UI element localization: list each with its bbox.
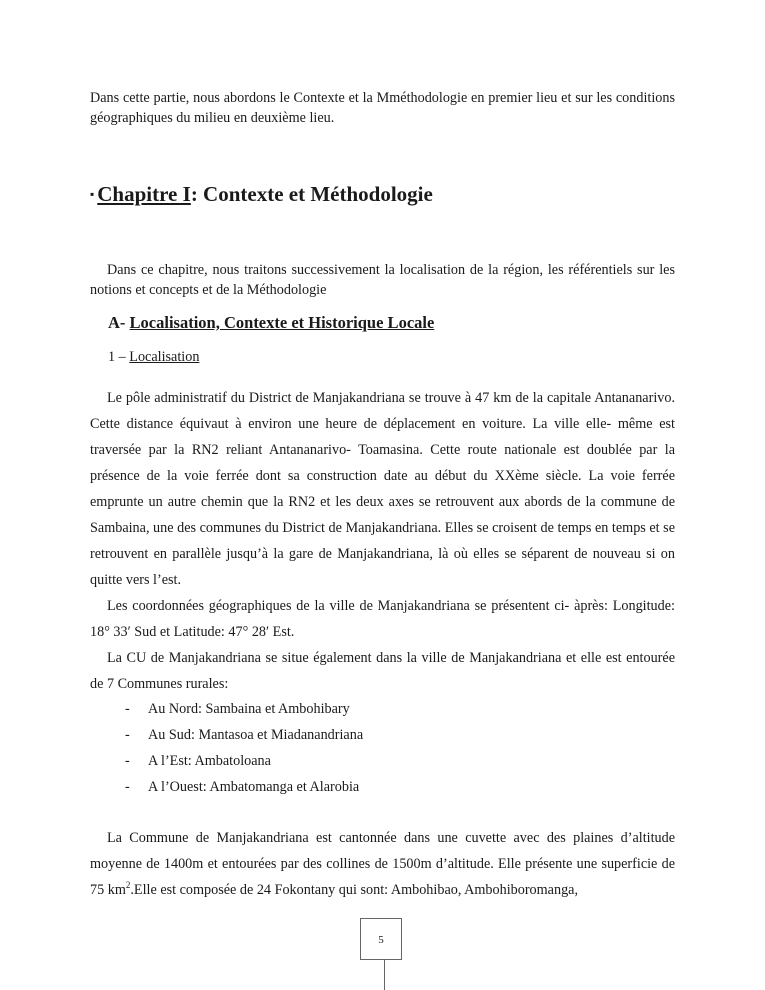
intro-paragraph: Dans cette partie, nous abordons le Contexte et la Mméthodologie en premier lieu et sur les conditions géographiques du milieu en deuxième lieu.: [90, 90, 675, 126]
page-number: 5: [360, 918, 402, 960]
localisation-paragraph-1: Le pôle administratif du District de Manjakandriana se trouve à 47 km de la capitale Antananarivo. Cette distance équivaut à environ une heure de déplacement en voiture. La ville elle- même est traversée par la RN2 reliant Antananarivo- Toamasina. Cette route nationale est doublée par la présence de la voie ferrée dont sa construction date au début du XXème siècle. La voie ferrée emprunte un autre chemin que la RN2 et les deux axes se retrouvent aux abords de la commune de Sambaina, une des communes du District de Manjakandriana. Elles se croisent de temps en temps et se retrouvent en parallèle jusqu’à la gare de Manjakandriana, là où elles se séparent de nouveau si on quitte vers l’est.: [90, 390, 675, 588]
square-bullet-icon: ▪: [90, 187, 95, 201]
communes-list: [125, 696, 363, 800]
chapter-title: : Contexte et Méthodologie: [190, 182, 433, 206]
subsection-1-heading: [108, 347, 693, 367]
list-item: - A l’Ouest: Ambatomanga et Alarobia: [125, 774, 363, 800]
chapter-intro-paragraph: Dans ce chapitre, nous traitons successivement la localisation de la région, les référentiels sur les notions et concepts et de la Méthodologie: [90, 262, 675, 298]
commune-description-paragraph: [90, 825, 675, 903]
section-a-prefix: A-: [108, 313, 130, 332]
section-a-title: Localisation, Contexte et Historique Locale: [129, 313, 435, 332]
superscript-exponent: 2: [125, 880, 131, 890]
localisation-paragraph-3: La CU de Manjakandriana se situe également dans la ville de Manjakandriana et elle est entourée de 7 Communes rurales:: [90, 650, 675, 692]
localisation-text: [90, 385, 675, 697]
localisation-paragraph-2: Les coordonnées géographiques de la ville de Manjakandriana se présentent ci- àprès: Longitude: 18° 33′ Sud et Latitude: 47° 28′ Est.: [90, 598, 675, 640]
section-a-heading: [108, 312, 693, 334]
list-item: - A l’Est: Ambatoloana: [125, 748, 363, 774]
subsection-1-title: Localisation: [129, 349, 200, 365]
list-item: - Au Nord: Sambaina et Ambohibary: [125, 696, 363, 722]
commune-description-text-continued: .Elle est composée de 24 Fokontany qui sont: Ambohibao, Ambohiboromanga,: [130, 882, 579, 898]
chapter-heading: [90, 180, 675, 208]
commune-description-text: La Commune de Manjakandriana est cantonnée dans une cuvette avec des plaines d’altitude moyenne de 1400m et entourées par des collines de 1500m d’altitude. Elle présente une superficie de 75 km: [90, 830, 675, 898]
subsection-1-prefix: 1 –: [108, 349, 130, 365]
list-item: - Au Sud: Mantasoa et Miadanandriana: [125, 722, 363, 748]
chapter-number: Chapitre I: [97, 182, 191, 206]
page-number-connector-line: [384, 960, 385, 990]
